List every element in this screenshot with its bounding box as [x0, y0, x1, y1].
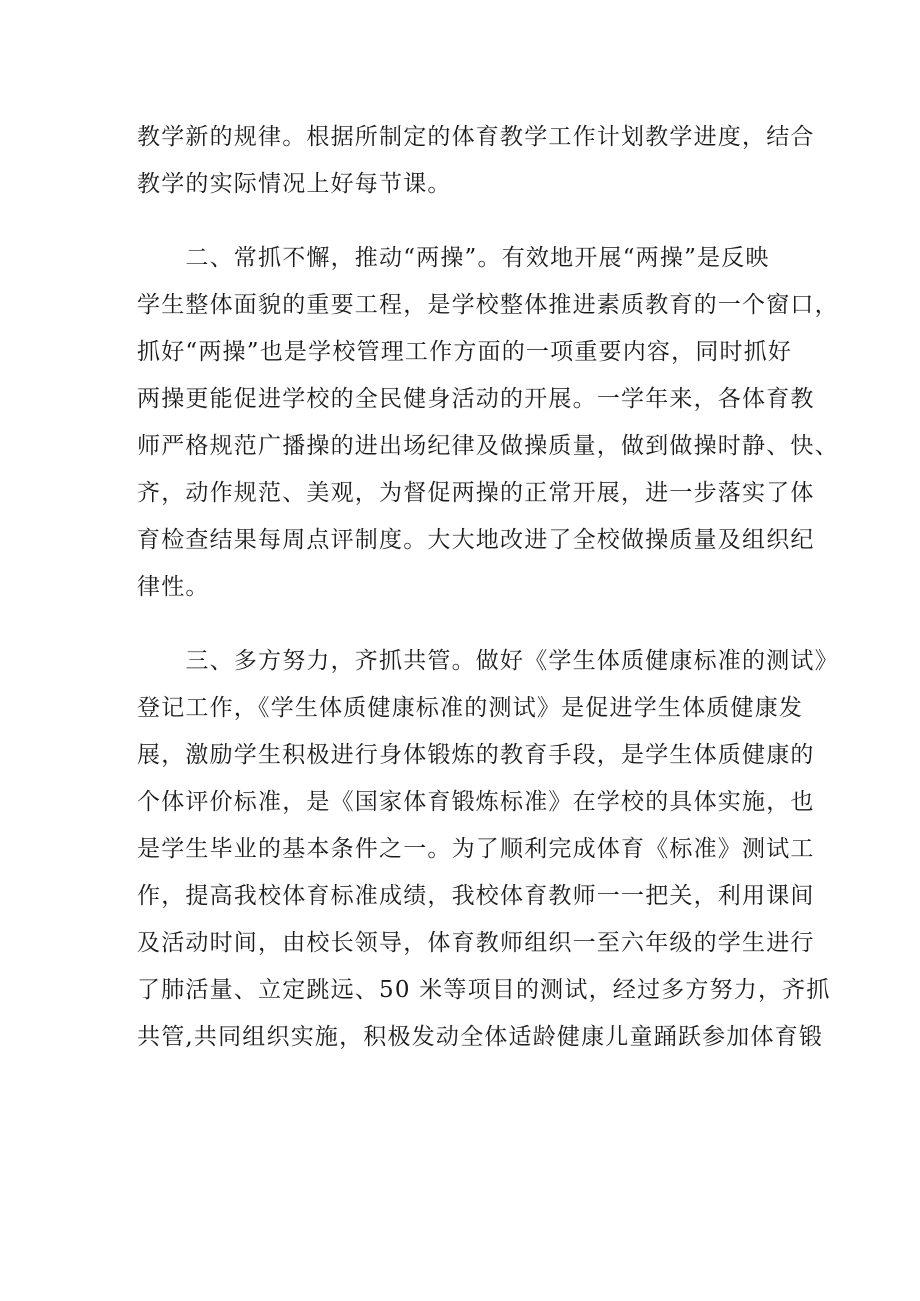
text-line: 两操更能促进学校的全民健身活动的开展。一学年来，各体育教 — [137, 386, 815, 412]
text-line: 师严格规范广播操的进出场纪律及做操质量，做到做操时静、快、 — [137, 433, 839, 459]
text-line: 教学的实际情况上好每节课。 — [137, 171, 452, 197]
text-line: 三、多方努力，齐抓共管。做好《学生体质健康标准的测试》 — [137, 648, 839, 674]
text-line: 齐，动作规范、美观，为督促两操的正常开展，进一步落实了体 — [137, 480, 815, 506]
paragraph-gap — [137, 611, 809, 638]
text-line: 教学新的规律。根据所制定的体育教学工作计划教学进度，结合 — [137, 124, 815, 150]
text-line: 是学生毕业的基本条件之一。为了顺利完成体育《标准》测试工 — [137, 836, 815, 862]
text-line: 抓好“两操”也是学校管理工作方面的一项重要内容，同时抓好 — [137, 339, 793, 365]
text-line: 了肺活量、立定跳远、50 米等项目的测试，经过多方努力，齐抓 — [137, 977, 831, 1003]
text-line: 律性。 — [137, 574, 210, 600]
paragraph-lesson-plan — [137, 114, 815, 208]
paragraph-two-exercises — [137, 235, 839, 611]
text-line: 育检查结果每周点评制度。大大地改进了全校做操质量及组织纪 — [137, 527, 815, 553]
document-body — [137, 114, 839, 1061]
text-line: 作，提高我校体育标准成绩，我校体育教师一一把关，利用课间 — [137, 883, 815, 909]
text-line: 登记工作，《学生体质健康标准的测试》是促进学生体质健康发 — [137, 695, 804, 721]
text-line: 及活动时间，由校长领导，体育教师组织一至六年级的学生进行 — [137, 930, 815, 956]
text-line: 学生整体面貌的重要工程，是学校整体推进素质教育的一个窗口， — [137, 292, 839, 318]
paragraph-gap — [137, 208, 809, 235]
text-line: 共管,共同组织实施，积极发动全体适龄健康儿童踊跃参加体育锻 — [137, 1024, 824, 1050]
paragraph-health-standard-test — [137, 638, 839, 1061]
text-line: 展，激励学生积极进行身体锻炼的教育手段，是学生体质健康的 — [137, 742, 815, 768]
text-line: 二、常抓不懈，推动“两操”。有效地开展“两操”是反映 — [137, 245, 770, 271]
text-line: 个体评价标准，是《国家体育锻炼标准》在学校的具体实施，也 — [137, 789, 815, 815]
